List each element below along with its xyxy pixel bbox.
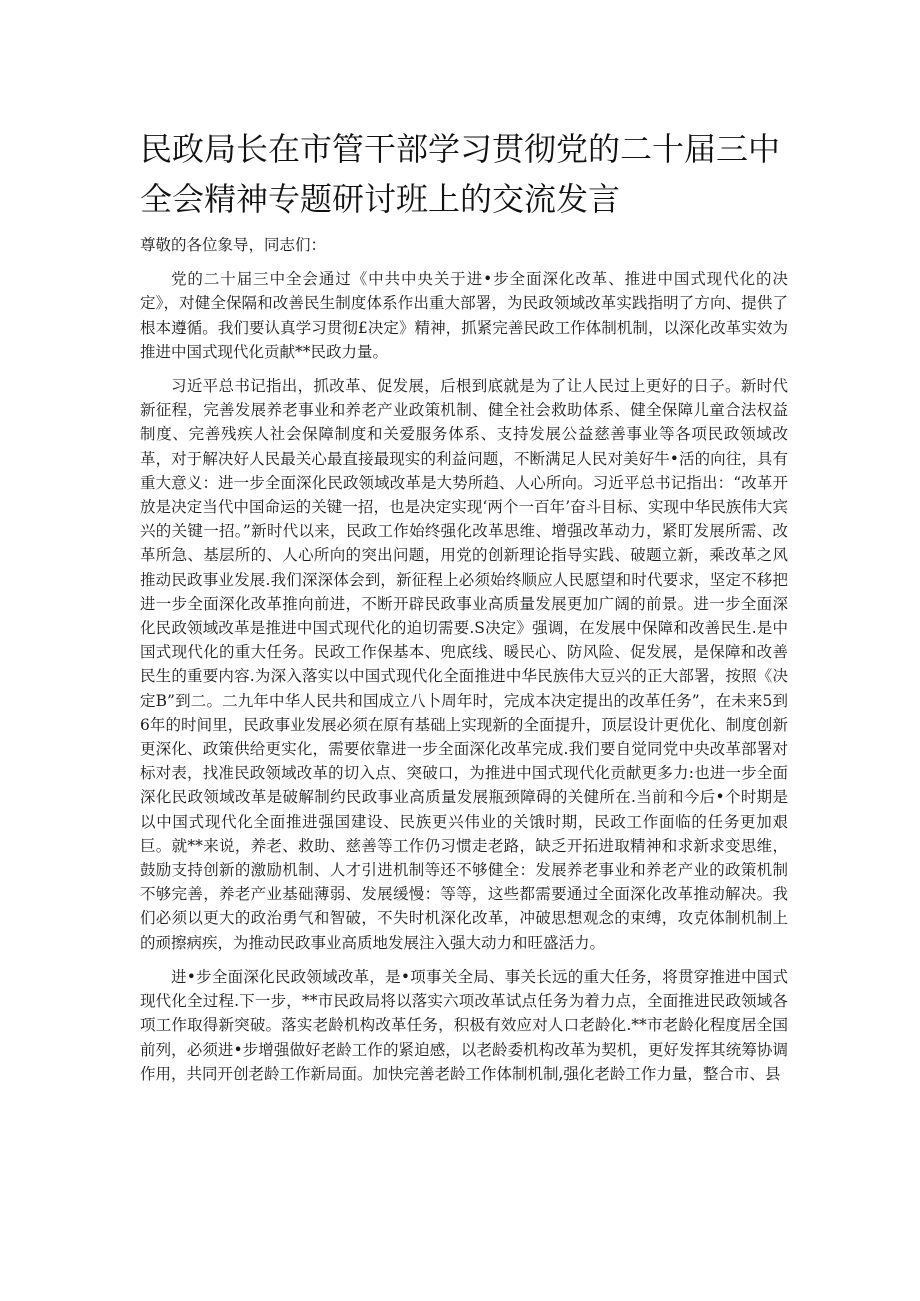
- document-body: [140, 233, 788, 1096]
- paragraph-3: 进•步全面深化民政领域改革，是•项事关全局、事关长远的重大任务，将贯穿推进中国式现代化全过程.下一步，**市民政局将以落实六项改革试点任务为着力点，全面推进民政领域各项工作取得新突破。落实老龄机构改革任务，积极有效应对人口老龄化.**市老龄化程度居全国前列，必须进•步增强做好老龄工作的紧迫感，以老龄委机构改革为契机，更好发挥其统筹协调作用，共同开创老龄工作新局面。加快完善老龄工作体制机制,强化老龄工作力量，整合市、县: [140, 967, 788, 1083]
- salutation: 尊敬的各位象导，同志们：: [140, 236, 327, 254]
- paragraph-2: 习近平总书记指出，抓改革、促发展，后根到底就是为了让人民过上更好的日子。新时代新征程，完善发展养老事业和养老产业政策机制、健全社会救助体系、健全保障儿童合法权益制度、完善残疾人社会保障制度和关爱服务体系、支持发展公益慈善事业等各项民政领域改革，对于解决好人民最关心最直接最现实的利益问题，不断满足人民对美好牛•活的向往，具有重大意义：进一步全面深化民政领域改革是大势所趋、人心所向。习近平总书记指出：“改革开放是决定当代中国命运的关键一招，也是决定实现‘两个一百年’奋斗目标、实现中华民族伟大宾兴的关键一招。”新时代以来，民政工作始终强化改革思维、增强改革动力，紧盯发展所需、改革所急、基层所的、人心所向的突出问题，用党的创新理论指导实践、破题立新，乘改革之风推动民政事业发展.我们深深体会到，新征程上必须始终顺应人民愿望和时代要求，坚定不移把进一步全面深化改革推向前进，不断开辟民政事业高质量发展更加广阔的前景。进一步全面深化民政领域改革是推进中国式现代化的迫切需要.S决定》强调，在发展中保障和改善民生.是中国式现代化的重大任务。民政工作保基本、兜底线、暖民心、防风险、促发展，是保障和改善民生的重要内容.为深入落实以中国式现代化全面推进中华民族伟大豆兴的正大部署，按照《决定B”到二。二九年中华人民共和国成立八卜周年时，完成本决定提出的改革任务”，在未来5到6年的时间里，民政事业发展必须在原有基础上实现新的全面提升，顶层设计更优化、制度创新更深化、政策供给更实化，需要依靠进一步全面深化改革完成.我们要自觉同党中央改革部署对标对表，找准民政领域改革的切入点、突破口，为推进中国式现代化贡献更多力:也进一步全面深化民政领域改革是破解制约民政事业高质量发展瓶颈障碍的关健所在.当前和今后•个时期是以中国式现代化全面推进强国建设、民族更兴伟业的关饿时期，民政工作面临的任务更加艰巨。就**来说，养老、救助、慈善等工作仍习惯走老路，缺乏开拓进取精神和求新求变思维，鼓励支持创新的激励机制、人才引进机制等还不够健全：发展养老事业和养老产业的政策机制不够完善，养老产业基础薄弱、发展缓慢：等等，这些都需要通过全面深化改革推动解决。我们必须以更大的政治勇气和智破，不失时机深化改革，冲破思想观念的束缚，攻克体制机制上的顽擦病疾，为推动民政事业高质地发展注入强大动力和旺盛活力。: [140, 377, 788, 952]
- paragraph-1: 党的二十届三中全会通过《中共中央关于进•步全面深化改革、推进中国式现代化的决定》，对健全保隔和改善民生制度体系作出重大部署，为民政领域改革实践指明了方向、提供了根本遵循。我们要认真学习贯彻£决定》精神，抓紧完善民政工作体制机制，以深化改革实效为推进中国式现代化贡献**民政力量。: [140, 270, 788, 361]
- document-title: 民政局长在市管干部学习贯彻党的二十届三中全会精神专题研讨班上的交流发言: [140, 130, 781, 218]
